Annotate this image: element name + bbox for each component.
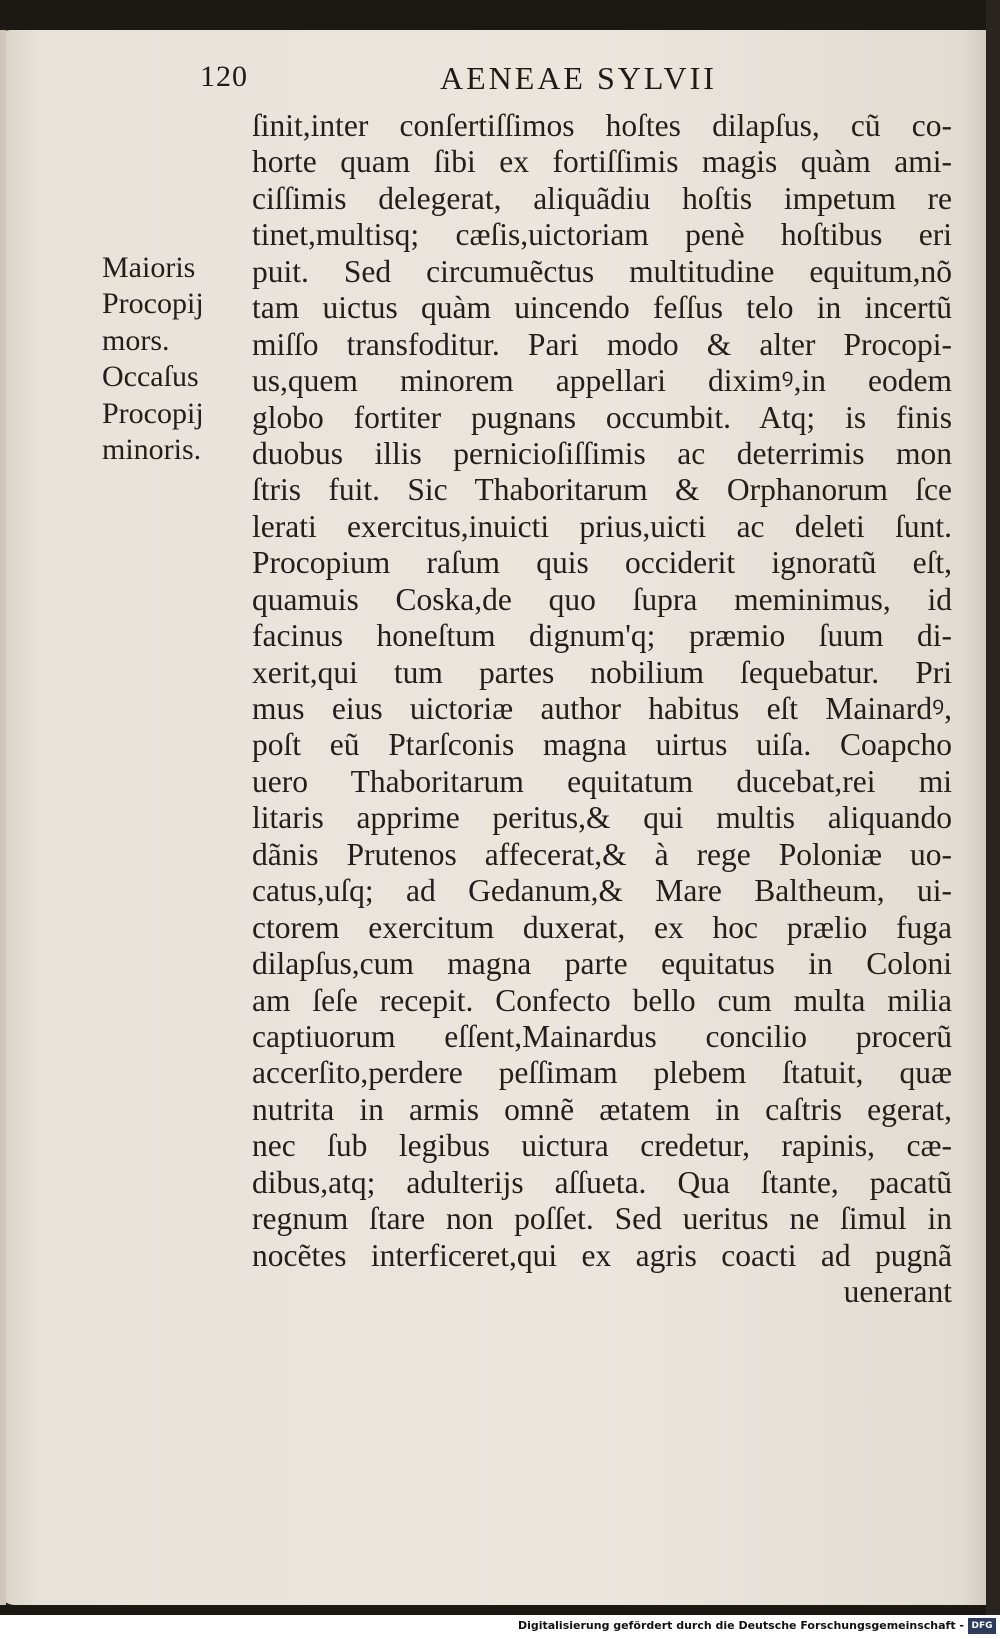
margin-note: Procopij — [102, 396, 204, 430]
text-line: accerſito,perdere peſſimam plebem ſtatuit, quæ — [252, 1055, 952, 1091]
text-line: globo fortiter pugnans occumbit. Atq; is finis — [252, 399, 952, 435]
text-line: litaris apprime peritus,& qui multis aliquando — [252, 800, 952, 836]
text-line: nocẽtes interficeret,qui ex agris coacti ad pugnã — [252, 1237, 952, 1273]
margin-note: minoris. — [102, 433, 202, 467]
funding-credit: Digitalisierung gefördert durch die Deutsche Forschungsgemeinschaft - — [517, 1619, 964, 1632]
page-number: 120 — [200, 60, 248, 93]
text-line: poſt eũ Ptarſconis magna uirtus uiſa. Coapcho — [252, 727, 952, 763]
text-line: dãnis Prutenos affecerat,& à rege Poloniæ uo- — [252, 836, 952, 872]
text-line: miſſo transfoditur. Pari modo & alter Procopi- — [252, 326, 952, 362]
margin-note: mors. — [102, 323, 170, 357]
text-line: duobus illis pernicioſiſſimis ac deterrimis mon — [252, 435, 952, 471]
text-line: tam uictus quàm uincendo feſſus telo in incertũ — [252, 290, 952, 326]
text-line: nec ſub legibus uictura credetur, rapinis, cæ- — [252, 1128, 952, 1164]
page-edge — [0, 30, 6, 1605]
text-line: captiuorum eſſent,Mainardus concilio procerũ — [252, 1018, 952, 1054]
text-line: am ſeſe recepit. Confecto bello cum multa milia — [252, 982, 952, 1018]
text-line: puit. Sed circumuẽctus multitudine equitum,nõ — [252, 253, 952, 289]
text-line: us,quem minorem appellari diximꝰ,in eodem — [252, 363, 952, 399]
text-line: dibus,atq; adulterijs aſſueta. Qua ſtante, pacatũ — [252, 1164, 952, 1200]
text-line: ctorem exercitum duxerat, ex hoc prælio fuga — [252, 909, 952, 945]
text-line: uero Thaboritarum equitatum ducebat,rei mi — [252, 763, 952, 799]
running-title: AENEAE SYLVII — [440, 60, 717, 96]
text-line: quamuis Coska,de quo ſupra meminimus, id — [252, 581, 952, 617]
margin-note: Occaſus — [102, 360, 199, 394]
text-line: ſtris fuit. Sic Thaboritarum & Orphanorum ſce — [252, 472, 952, 508]
running-head — [0, 60, 992, 100]
text-line: horte quam ſibi ex fortiſſimis magis quàm ami- — [252, 144, 952, 180]
text-line: ciſſimis delegerat, aliquãdiu hoſtis impetum re — [252, 180, 952, 216]
text-line: regnum ſtare non poſſet. Sed ueritus ne ſimul in — [252, 1201, 952, 1237]
text-line: dilapſus,cum magna parte equitatus in Coloni — [252, 946, 952, 982]
catchword: uenerant — [843, 1274, 952, 1309]
margin-note: Procopij — [102, 287, 204, 321]
book-spine — [986, 0, 1000, 1615]
text-line: Procopium raſum quis occiderit ignoratũ eſt, — [252, 545, 952, 581]
margin-note: Maioris — [102, 251, 196, 284]
marginal-notes — [102, 250, 252, 469]
dfg-logo: DFG — [968, 1618, 996, 1634]
text-line: lerati exercitus,inuicti prius,uicti ac deleti ſunt. — [252, 508, 952, 544]
text-line: tinet,multisq; cæſis,uictoriam penè hoſtibus eri — [252, 217, 952, 253]
main-text-block — [252, 108, 952, 1310]
text-line: ſinit,inter conſertiſſimos hoſtes dilapſus, cũ co- — [252, 108, 952, 143]
text-line: mus eius uictoriæ author habitus eſt Mainardꝰ, — [252, 691, 952, 726]
text-line: facinus honeſtum dignum'q; præmio ſuum di- — [252, 618, 952, 654]
digitization-footer — [0, 1615, 1000, 1639]
text-line: nutrita in armis omnẽ ætatem in caſtris egerat, — [252, 1091, 952, 1127]
text-line: xerit,qui tum partes nobilium ſequebatur. Pri — [252, 654, 952, 690]
text-line: catus,uſq; ad Gedanum,& Mare Baltheum, ui- — [252, 873, 952, 909]
